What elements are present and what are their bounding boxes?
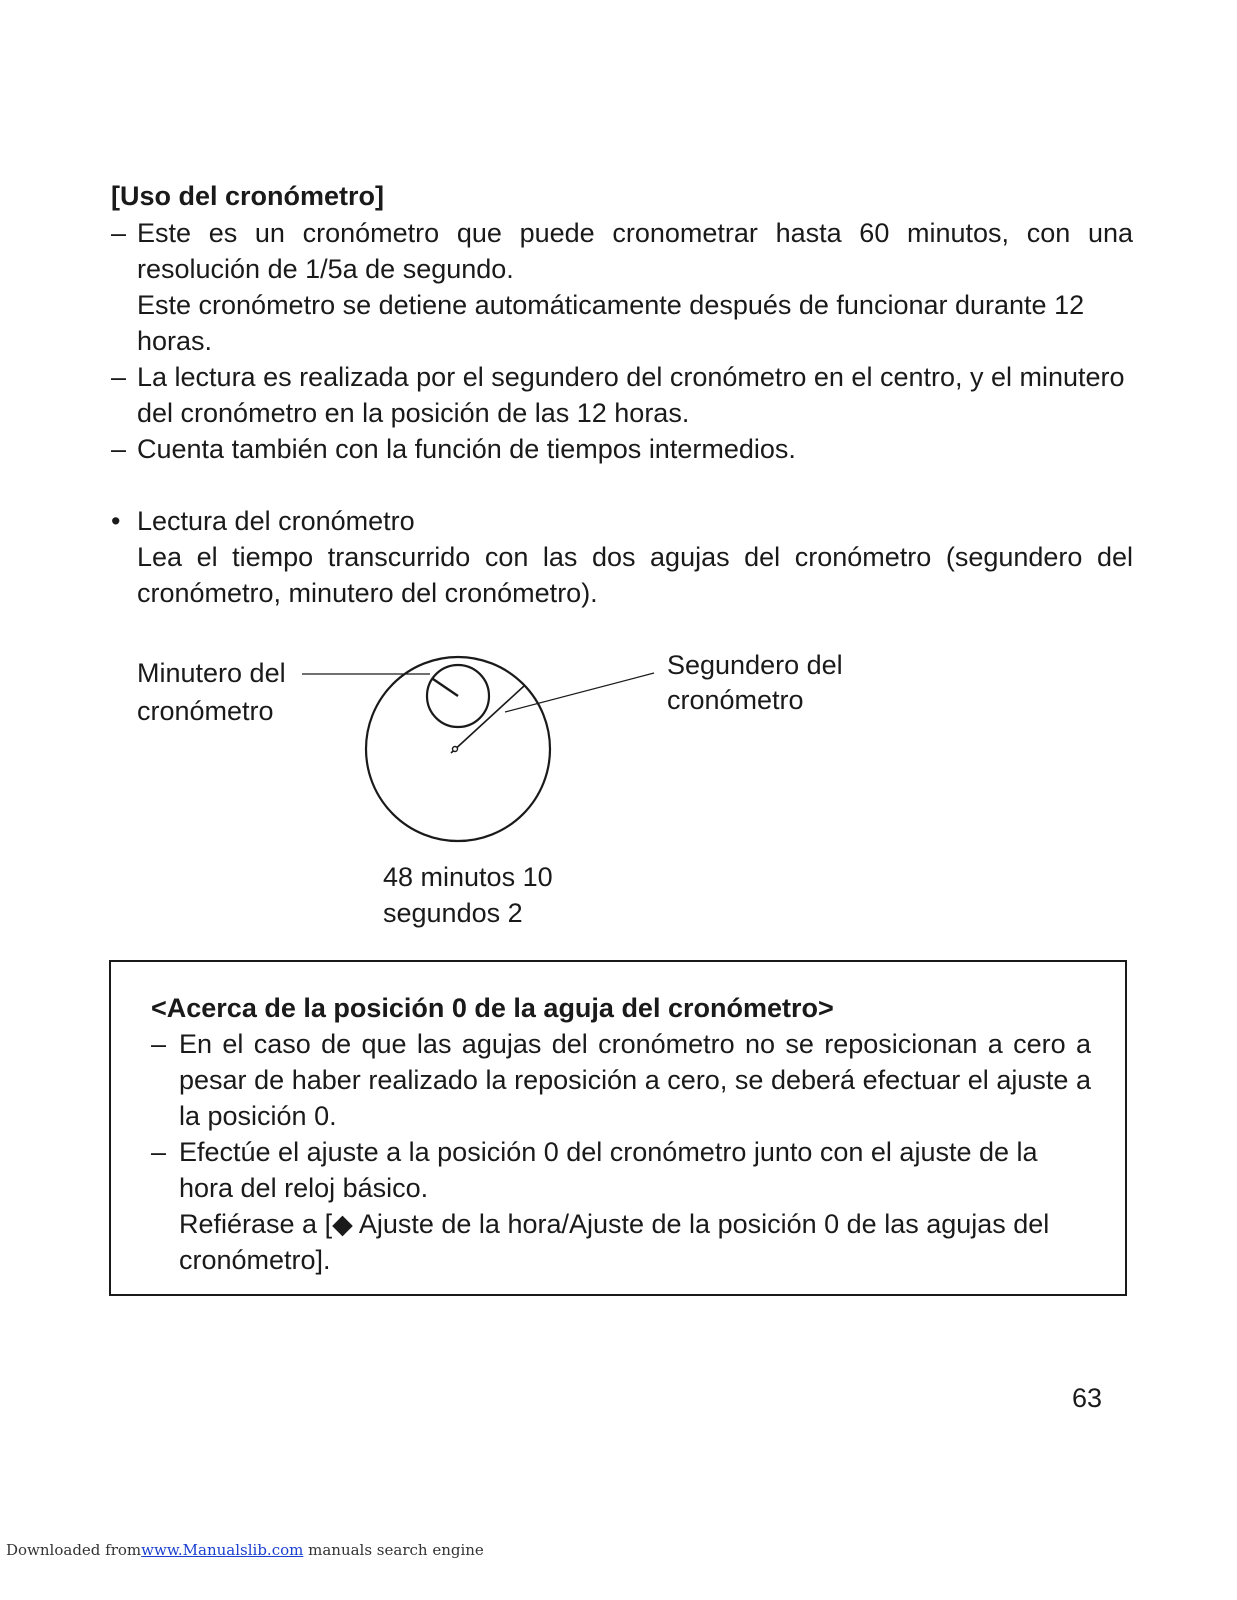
second-hand-label — [667, 648, 843, 718]
dash-marker: – — [111, 434, 127, 464]
item-paragraph: Este es un cronómetro que puede cronometrar hasta 60 minutos, con una resolución de 1/5a de segundo. — [137, 218, 1133, 284]
list-item — [111, 431, 1133, 467]
note-title: <Acerca de la posición 0 de la aguja del cronómetro> — [151, 993, 834, 1023]
center-pin — [453, 747, 458, 752]
second-label-line2: cronómetro — [667, 685, 804, 715]
second-hand — [451, 686, 524, 753]
bullet-item — [111, 503, 1133, 611]
bullet-text: Lea el tiempo transcurrido con las dos agujas del cronómetro (segundero del cronómetro, minutero del cronómetro). — [137, 542, 1133, 608]
bullet-title: Lectura del cronómetro — [137, 506, 415, 536]
minute-hand-label — [137, 654, 286, 730]
minute-hand — [433, 679, 458, 696]
footer-suffix: manuals search engine — [303, 1541, 484, 1559]
download-footer — [6, 1541, 484, 1559]
note-paragraph: Efectúe el ajuste a la posición 0 del cronómetro junto con el ajuste de la hora del reloj básico. — [179, 1137, 1038, 1203]
list-item — [111, 359, 1133, 431]
footer-prefix: Downloaded from — [6, 1541, 142, 1559]
section-heading: [Uso del cronómetro] — [111, 181, 385, 211]
minute-label-line2: cronómetro — [137, 696, 274, 726]
item-paragraph: La lectura es realizada por el segundero del cronómetro en el centro, y el minutero del cronómetro en la posición de las 12 horas. — [137, 362, 1125, 428]
note-paragraph: En el caso de que las agujas del cronómetro no se reposicionan a cero a pesar de haber realizado la reposición a cero, se deberá efectuar el ajuste a la posición 0. — [179, 1029, 1091, 1131]
manualslib-link[interactable]: www.Manualslib.com — [141, 1541, 304, 1559]
note-item — [151, 1026, 1091, 1134]
note-paragraph: Refiérase a [◆ Ajuste de la hora/Ajuste de la posición 0 de las agujas del cronómetro]. — [179, 1209, 1050, 1275]
second-leader-line — [505, 673, 654, 712]
minute-label-line1: Minutero del — [137, 658, 286, 688]
item-paragraph: Este cronómetro se detiene automáticamente después de funcionar durante 12 horas. — [137, 290, 1085, 356]
dash-marker: – — [151, 1137, 167, 1167]
note-item — [151, 1134, 1091, 1278]
stopwatch-diagram — [290, 640, 670, 850]
reading-label — [383, 859, 553, 931]
page-number: 63 — [1072, 1383, 1103, 1413]
reading-line2: segundos 2 — [383, 898, 523, 928]
reading-line1: 48 minutos 10 — [383, 862, 553, 892]
bullet-marker: • — [111, 506, 121, 536]
dash-marker: – — [111, 218, 127, 248]
dash-marker: – — [111, 362, 127, 392]
list-item — [111, 215, 1133, 359]
note-box — [109, 960, 1127, 1296]
item-paragraph: Cuenta también con la función de tiempos intermedios. — [137, 434, 796, 464]
dash-marker: – — [151, 1029, 167, 1059]
second-label-line1: Segundero del — [667, 650, 843, 680]
